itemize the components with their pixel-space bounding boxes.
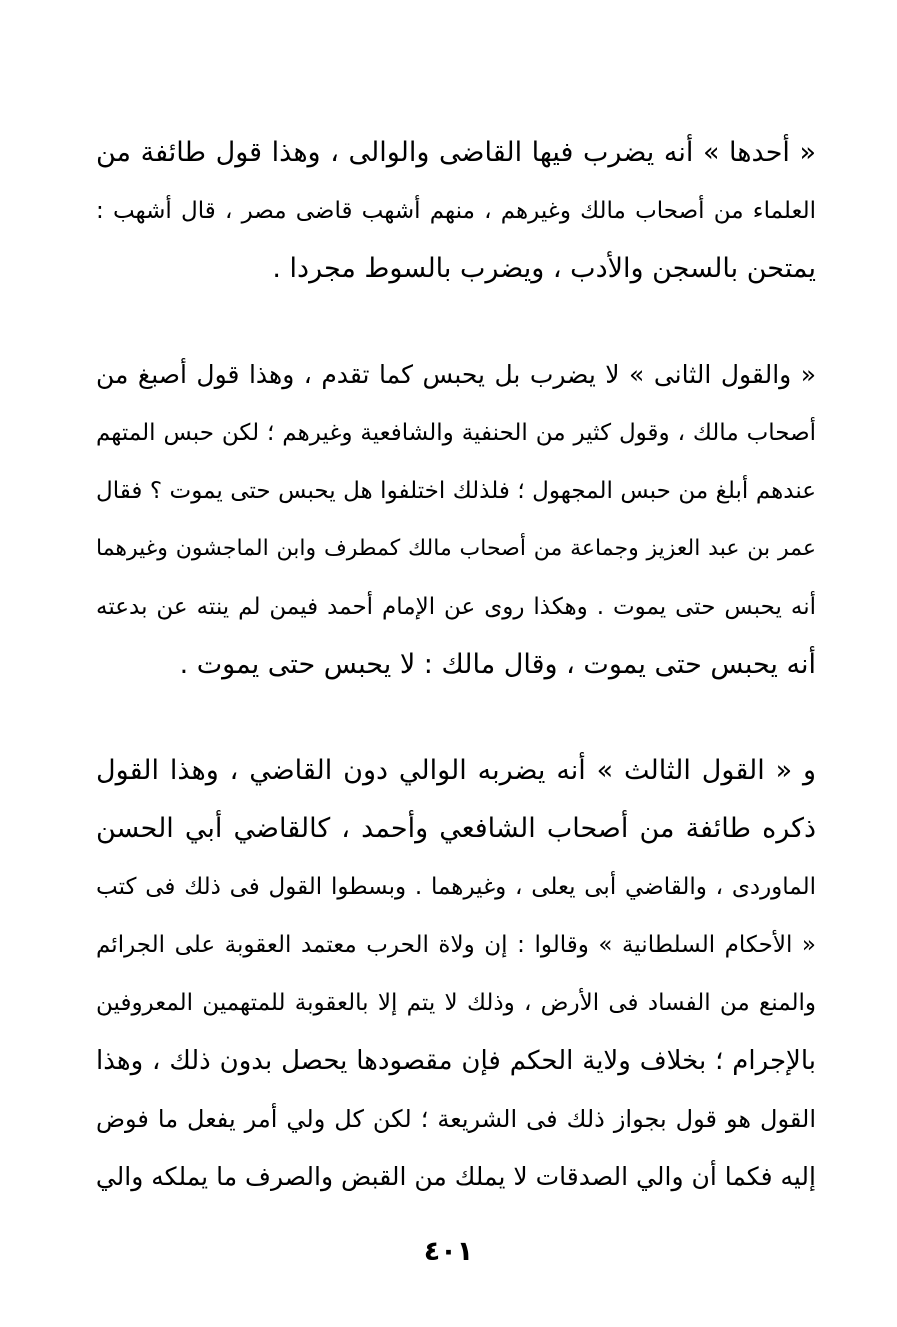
paragraph-third-opinion <box>96 742 816 1206</box>
text-line: « أحدها » أنه يضرب فيها القاضى والوالى ، وهذا قول طائفة من <box>96 137 816 168</box>
text-line: إليه فكما أن والي الصدقات لا يملك من القبض والصرف ما يملكه والي <box>96 1162 816 1191</box>
text-line: عندهم أبلغ من حبس المجهول ؛ فلذلك اختلفوا هل يحبس حتى يموت ؟ فقال <box>96 478 816 504</box>
text-line: أصحاب مالك ، وقول كثير من الحنفية والشافعية وغيرهم ؛ لكن حبس المتهم <box>96 420 816 446</box>
paragraph-second-opinion <box>96 346 816 694</box>
text-line: ذكره طائفة من أصحاب الشافعي وأحمد ، كالقاضي أبي الحسن <box>96 813 816 844</box>
text-line: والمنع من الفساد فى الأرض ، وذلك لا يتم إلا بالعقوبة للمتهمين المعروفين <box>96 990 816 1016</box>
text-line: عمر بن عبد العزيز وجماعة من أصحاب مالك كمطرف وابن الماجشون وغيرهما <box>96 536 816 561</box>
text-line: و « القول الثالث » أنه يضربه الوالي دون القاضي ، وهذا القول <box>96 755 816 786</box>
text-line: « والقول الثانى » لا يضرب بل يحبس كما تقدم ، وهذا قول أصبغ من <box>96 360 816 389</box>
paragraph-first-opinion <box>96 124 816 298</box>
text-line: القول هو قول بجواز ذلك فى الشريعة ؛ لكن كل ولي أمر يفعل ما فوض <box>96 1105 816 1133</box>
text-line: العلماء من أصحاب مالك وغيرهم ، منهم أشهب قاضى مصر ، قال أشهب : <box>96 198 816 224</box>
text-line: يمتحن بالسجن والأدب ، ويضرب بالسوط مجردا . <box>272 253 816 284</box>
page-number: ٤٠١ <box>423 1236 474 1267</box>
text-line: أنه يحبس حتى يموت ، وقال مالك : لا يحبس حتى يموت . <box>179 649 816 680</box>
text-line: « الأحكام السلطانية » وقالوا : إن ولاة الحرب معتمد العقوبة على الجرائم <box>96 932 816 958</box>
text-line: بالإجرام ؛ بخلاف ولاية الحكم فإن مقصودها يحصل بدون ذلك ، وهذا <box>96 1046 816 1076</box>
text-line: الماوردى ، والقاضي أبى يعلى ، وغيرهما . وبسطوا القول فى ذلك فى كتب <box>96 874 816 900</box>
text-line: أنه يحبس حتى يموت . وهكذا روى عن الإمام أحمد فيمن لم ينته عن بدعته <box>96 594 816 620</box>
